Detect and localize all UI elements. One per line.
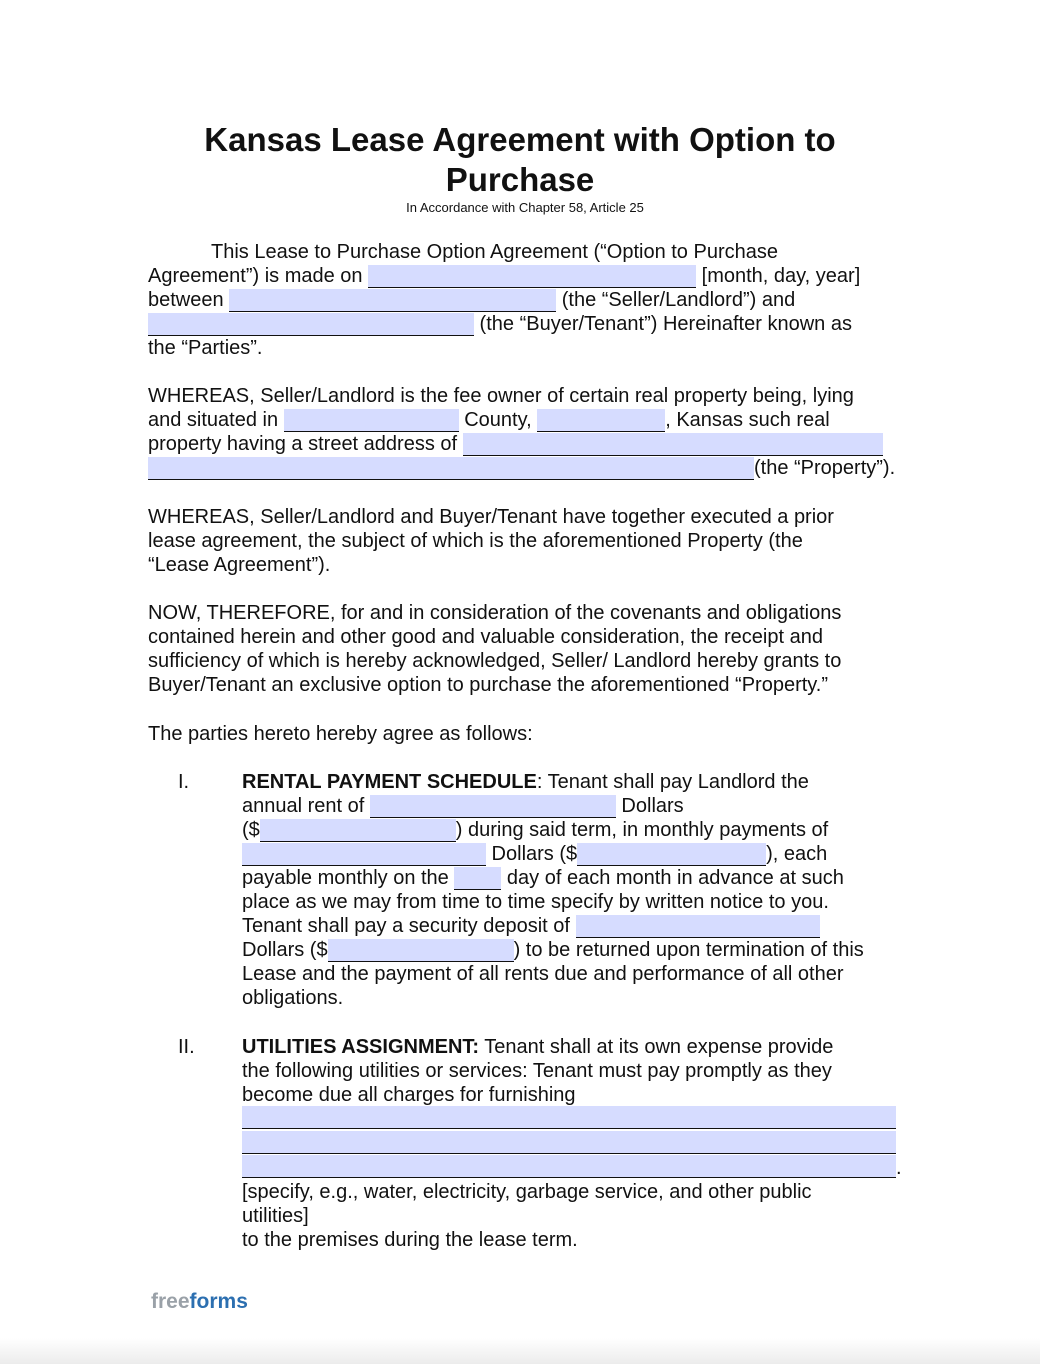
section-1-text: payable monthly on the	[242, 867, 455, 889]
section-2-line-4: [specify, e.g., water, electricity, garbage service, and other public	[242, 1181, 812, 1203]
intro-line-4	[148, 312, 852, 336]
whereas1-line-2	[148, 408, 830, 432]
seller-name-field[interactable]	[229, 289, 556, 312]
section-1-text: Dollars ($	[242, 939, 328, 961]
document-subtitle: In Accordance with Chapter 58, Article 25	[406, 200, 644, 215]
payment-day-field[interactable]	[454, 867, 501, 890]
section-2-line-5: utilities]	[242, 1205, 309, 1227]
section-1-heading: RENTAL PAYMENT SCHEDULE	[242, 771, 537, 793]
intro-line-2	[148, 264, 860, 288]
security-deposit-words-field[interactable]	[576, 915, 820, 938]
now-therefore-line-2: contained herein and other good and valuable consideration, the receipt and	[148, 626, 823, 648]
street-address-field-2[interactable]	[148, 457, 754, 480]
intro-line-1: This Lease to Purchase Option Agreement (“Option to Purchase	[211, 241, 778, 263]
section-1-text: ), each	[766, 843, 828, 865]
utilities-field-3[interactable]	[242, 1155, 896, 1178]
utilities-field-1[interactable]	[242, 1106, 896, 1129]
section-1-line-9: Lease and the payment of all rents due and performance of all other	[242, 963, 844, 985]
utilities-field-2[interactable]	[242, 1131, 896, 1154]
freeforms-logo	[151, 1290, 248, 1314]
section-2-heading: UTILITIES ASSIGNMENT:	[242, 1036, 480, 1058]
whereas1-line-4	[148, 456, 895, 480]
whereas1-text: , Kansas such real	[665, 409, 830, 431]
section-1-line-6: place as we may from time to time specify by written notice to you.	[242, 891, 829, 913]
now-therefore-line-3: sufficiency of which is hereby acknowledged, Seller/ Landlord hereby grants to	[148, 650, 842, 672]
section-2-numeral: II.	[178, 1036, 195, 1058]
section-2-line-6: to the premises during the lease term.	[242, 1229, 578, 1251]
section-1-text: ) during said term, in monthly payments of	[455, 819, 829, 841]
city-field[interactable]	[537, 409, 665, 432]
whereas2-line-1: WHEREAS, Seller/Landlord and Buyer/Tenant have together executed a prior	[148, 506, 834, 528]
utilities-period: .	[896, 1157, 902, 1179]
whereas2-line-3: “Lease Agreement”).	[148, 554, 331, 576]
intro-text: (the “Buyer/Tenant”) Hereinafter known as	[474, 313, 852, 335]
section-1-line-8	[242, 938, 864, 962]
section-1-line-10: obligations.	[242, 987, 344, 1009]
section-1-text: Dollars	[615, 795, 684, 817]
section-2-line-2: the following utilities or services: Tenant must pay promptly as they	[242, 1060, 832, 1082]
agreement-date-field[interactable]	[368, 265, 696, 288]
section-1-text: Dollars ($	[486, 843, 578, 865]
intro-text: between	[148, 289, 230, 311]
monthly-payment-amount-field[interactable]	[577, 843, 766, 866]
section-1-line-5	[242, 866, 844, 890]
section-1-text: annual rent of	[242, 795, 370, 817]
now-therefore-line-4: Buyer/Tenant an exclusive option to purchase the aforementioned “Property.”	[148, 674, 829, 696]
section-1-text: ($	[242, 819, 260, 841]
section-1-line-3	[242, 818, 828, 842]
section-2-line-3: become due all charges for furnishing	[242, 1084, 576, 1106]
whereas1-text: (the “Property”).	[754, 457, 896, 479]
buyer-name-field[interactable]	[148, 313, 474, 336]
section-1-line-7	[242, 914, 820, 938]
section-1-line-4	[242, 842, 827, 866]
monthly-payment-words-field[interactable]	[242, 843, 486, 866]
county-field[interactable]	[284, 409, 459, 432]
page-bottom-edge	[0, 1338, 1040, 1364]
annual-rent-amount-field[interactable]	[260, 819, 456, 842]
section-2-text: Tenant shall at its own expense provide	[479, 1036, 834, 1058]
document-title-line-1: Kansas Lease Agreement with Option to	[204, 121, 836, 158]
section-1-numeral: I.	[178, 771, 190, 793]
logo-text-free: free	[151, 1290, 190, 1313]
section-1-line-2	[242, 794, 684, 818]
security-deposit-amount-field[interactable]	[328, 939, 514, 962]
intro-text: [month, day, year]	[696, 265, 861, 287]
section-1-text: ) to be returned upon termination of this	[513, 939, 864, 961]
section-1-text: : Tenant shall pay Landlord the	[536, 771, 809, 793]
now-therefore-line-1: NOW, THEREFORE, for and in consideration of the covenants and obligations	[148, 602, 842, 624]
document-title-line-2: Purchase	[445, 161, 595, 198]
section-1-text: day of each month in advance at such	[501, 867, 844, 889]
street-address-field-1[interactable]	[463, 433, 883, 456]
whereas1-line-3	[148, 432, 883, 456]
whereas2-line-2: lease agreement, the subject of which is the aforementioned Property (the	[148, 530, 803, 552]
logo-text-forms: forms	[189, 1290, 248, 1313]
section-1-line-1	[242, 770, 809, 794]
intro-line-5: the “Parties”.	[148, 337, 263, 359]
intro-text: Agreement”) is made on	[148, 265, 369, 287]
intro-line-3	[148, 288, 795, 312]
section-1-text: Tenant shall pay a security deposit of	[242, 915, 576, 937]
whereas1-text: and situated in	[148, 409, 284, 431]
whereas1-text: property having a street address of	[148, 433, 463, 455]
agree-statement: The parties hereto hereby agree as follows:	[148, 723, 533, 745]
whereas1-text: County,	[458, 409, 538, 431]
whereas1-line-1: WHEREAS, Seller/Landlord is the fee owner of certain real property being, lying	[148, 385, 854, 407]
annual-rent-words-field[interactable]	[370, 795, 616, 818]
intro-text: (the “Seller/Landlord”) and	[556, 289, 796, 311]
section-2-line-1	[242, 1035, 833, 1059]
